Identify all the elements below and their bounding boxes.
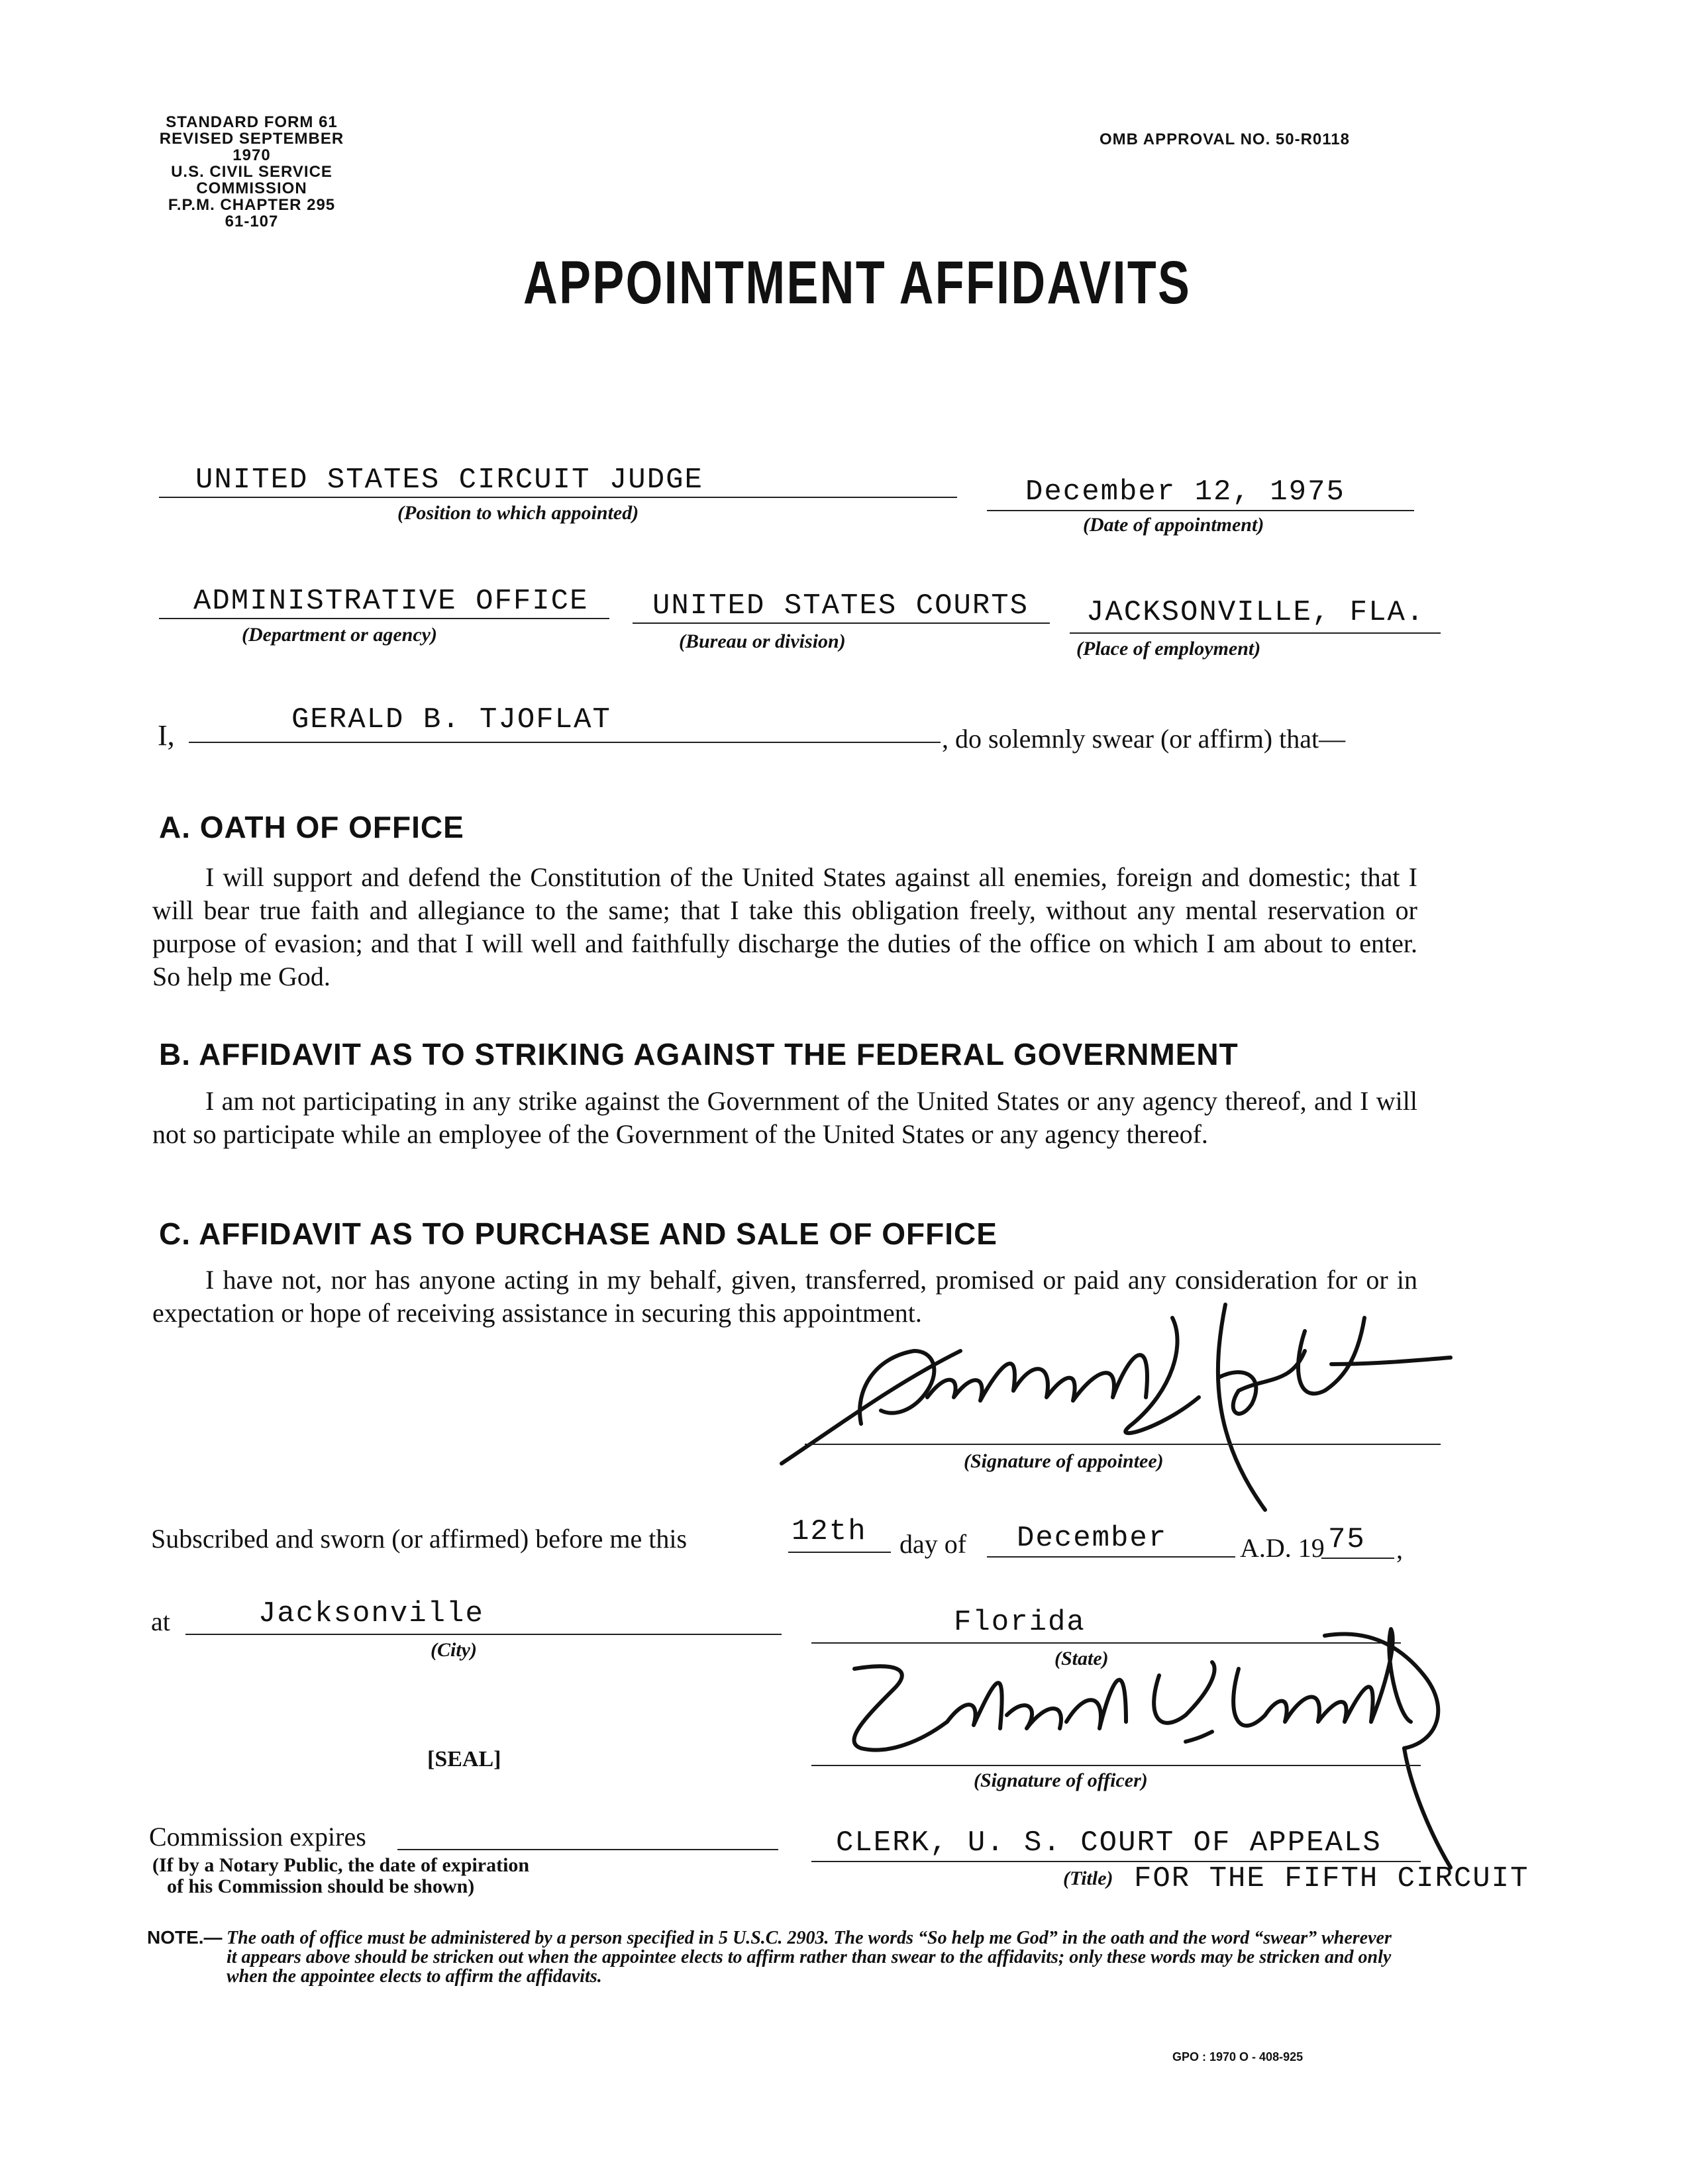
form-line: F.P.M. CHAPTER 295 <box>168 196 336 214</box>
notary-note-2: of his Commission should be shown) <box>167 1875 475 1897</box>
city-line <box>185 1634 782 1635</box>
sworn-prefix: Subscribed and sworn (or affirmed) before me this <box>151 1524 688 1554</box>
form-line: STANDARD FORM 61 <box>166 113 338 131</box>
sworn-day-line <box>788 1552 891 1553</box>
i-prefix: I, <box>158 719 175 752</box>
bureau-line <box>633 622 1050 624</box>
date-caption: (Date of appointment) <box>1083 514 1264 536</box>
department-caption: (Department or agency) <box>242 624 437 646</box>
department-value: ADMINISTRATIVE OFFICE <box>193 585 589 618</box>
seal-label: [SEAL] <box>427 1747 501 1771</box>
officer-signature-caption: (Signature of officer) <box>974 1769 1148 1791</box>
department-line <box>159 618 609 619</box>
commission-expires-line <box>397 1849 778 1850</box>
bureau-caption: (Bureau or division) <box>679 630 846 652</box>
section-a-paragraph: I will support and defend the Constitution of the United States against all enemies, foreign and domestic; that I will bear true faith and allegiance to the same; that I take this obligation freely, without any mental reservation or purpose of evasion; and that I will well and faithfully discharge the duties of the office on which I am about to enter. So help me God. <box>152 862 1417 991</box>
place-line <box>1070 632 1441 634</box>
appointee-signature-line <box>805 1444 1441 1445</box>
section-b-heading: B. AFFIDAVIT AS TO STRIKING AGAINST THE FEDERAL GOVERNMENT <box>159 1037 1239 1071</box>
position-line <box>159 497 957 498</box>
section-b-text <box>152 1085 1417 1151</box>
gpo-footer: GPO : 1970 O - 408-925 <box>1172 2050 1304 2063</box>
position-caption: (Position to which appointed) <box>397 502 639 524</box>
state-value: Florida <box>954 1606 1086 1639</box>
place-value: JACKSONVILLE, FLA. <box>1086 596 1425 629</box>
city-caption: (City) <box>431 1639 477 1661</box>
section-c-heading: C. AFFIDAVIT AS TO PURCHASE AND SALE OF OFFICE <box>159 1216 998 1251</box>
commission-expires-label: Commission expires <box>149 1822 366 1852</box>
place-caption: (Place of employment) <box>1076 638 1261 660</box>
section-c-paragraph: I have not, nor has anyone acting in my behalf, given, transferred, promised or paid any consideration for or in expectation or hope of receiving assistance in securing this appointment. <box>152 1265 1417 1328</box>
officer-signature-line <box>811 1765 1421 1766</box>
note-label: NOTE.— <box>147 1927 223 1948</box>
title-line-1: CLERK, U. S. COURT OF APPEALS <box>836 1826 1382 1860</box>
date-line <box>987 510 1414 511</box>
form-line: REVISED SEPTEMBER 1970 <box>159 130 344 164</box>
bureau-value: UNITED STATES COURTS <box>652 589 1029 622</box>
sworn-day: 12th <box>792 1515 867 1548</box>
section-a-text <box>152 861 1417 993</box>
position-value: UNITED STATES CIRCUIT JUDGE <box>195 464 703 497</box>
form-line: 61-107 <box>225 213 279 230</box>
sworn-year-line <box>1321 1558 1394 1559</box>
page-title: APPOINTMENT AFFIDAVITS <box>523 249 1192 317</box>
sworn-ad: A.D. 19 <box>1240 1533 1325 1563</box>
appointee-signature-caption: (Signature of appointee) <box>964 1450 1164 1472</box>
appointee-name: GERALD B. TJOFLAT <box>291 703 611 736</box>
title-caption: (Title) <box>1063 1867 1113 1889</box>
omb-approval: OMB APPROVAL NO. 50-R0118 <box>1100 130 1350 148</box>
sworn-month-line <box>987 1556 1235 1558</box>
form-identifier <box>152 114 351 230</box>
state-caption: (State) <box>1054 1648 1109 1669</box>
sworn-month: December <box>1017 1522 1168 1555</box>
section-a-heading: A. OATH OF OFFICE <box>159 810 464 844</box>
name-line <box>189 742 941 743</box>
section-b-paragraph: I am not participating in any strike against the Government of the United States or any agency thereof, and I will not so participate while an employee of the Government of the United States or any agency thereof. <box>152 1086 1417 1149</box>
at-label: at <box>151 1607 170 1636</box>
date-value: December 12, 1975 <box>1025 475 1345 509</box>
title-line-2: FOR THE FIFTH CIRCUIT <box>1134 1862 1529 1895</box>
notary-note-1: (If by a Notary Public, the date of expiration <box>152 1854 530 1876</box>
city-value: Jacksonville <box>258 1597 484 1630</box>
sworn-year: 75 <box>1328 1523 1366 1556</box>
swear-text: , do solemnly swear (or affirm) that— <box>942 724 1346 754</box>
sworn-day-of: day of <box>899 1529 967 1559</box>
sworn-comma: , <box>1396 1534 1403 1564</box>
note-text: The oath of office must be administered by a person specified in 5 U.S.C. 2903. The words “So help me God” in the oath and the word “swear” wherever it appears above should be stricken out when the appointee elects to affirm rather than swear to the affidavits; only these words may be stricken and only when the appointee elects to affirm the affidavits. <box>227 1928 1392 1987</box>
form-line: U.S. CIVIL SERVICE COMMISSION <box>171 163 333 197</box>
appointee-signature <box>762 1291 1477 1516</box>
